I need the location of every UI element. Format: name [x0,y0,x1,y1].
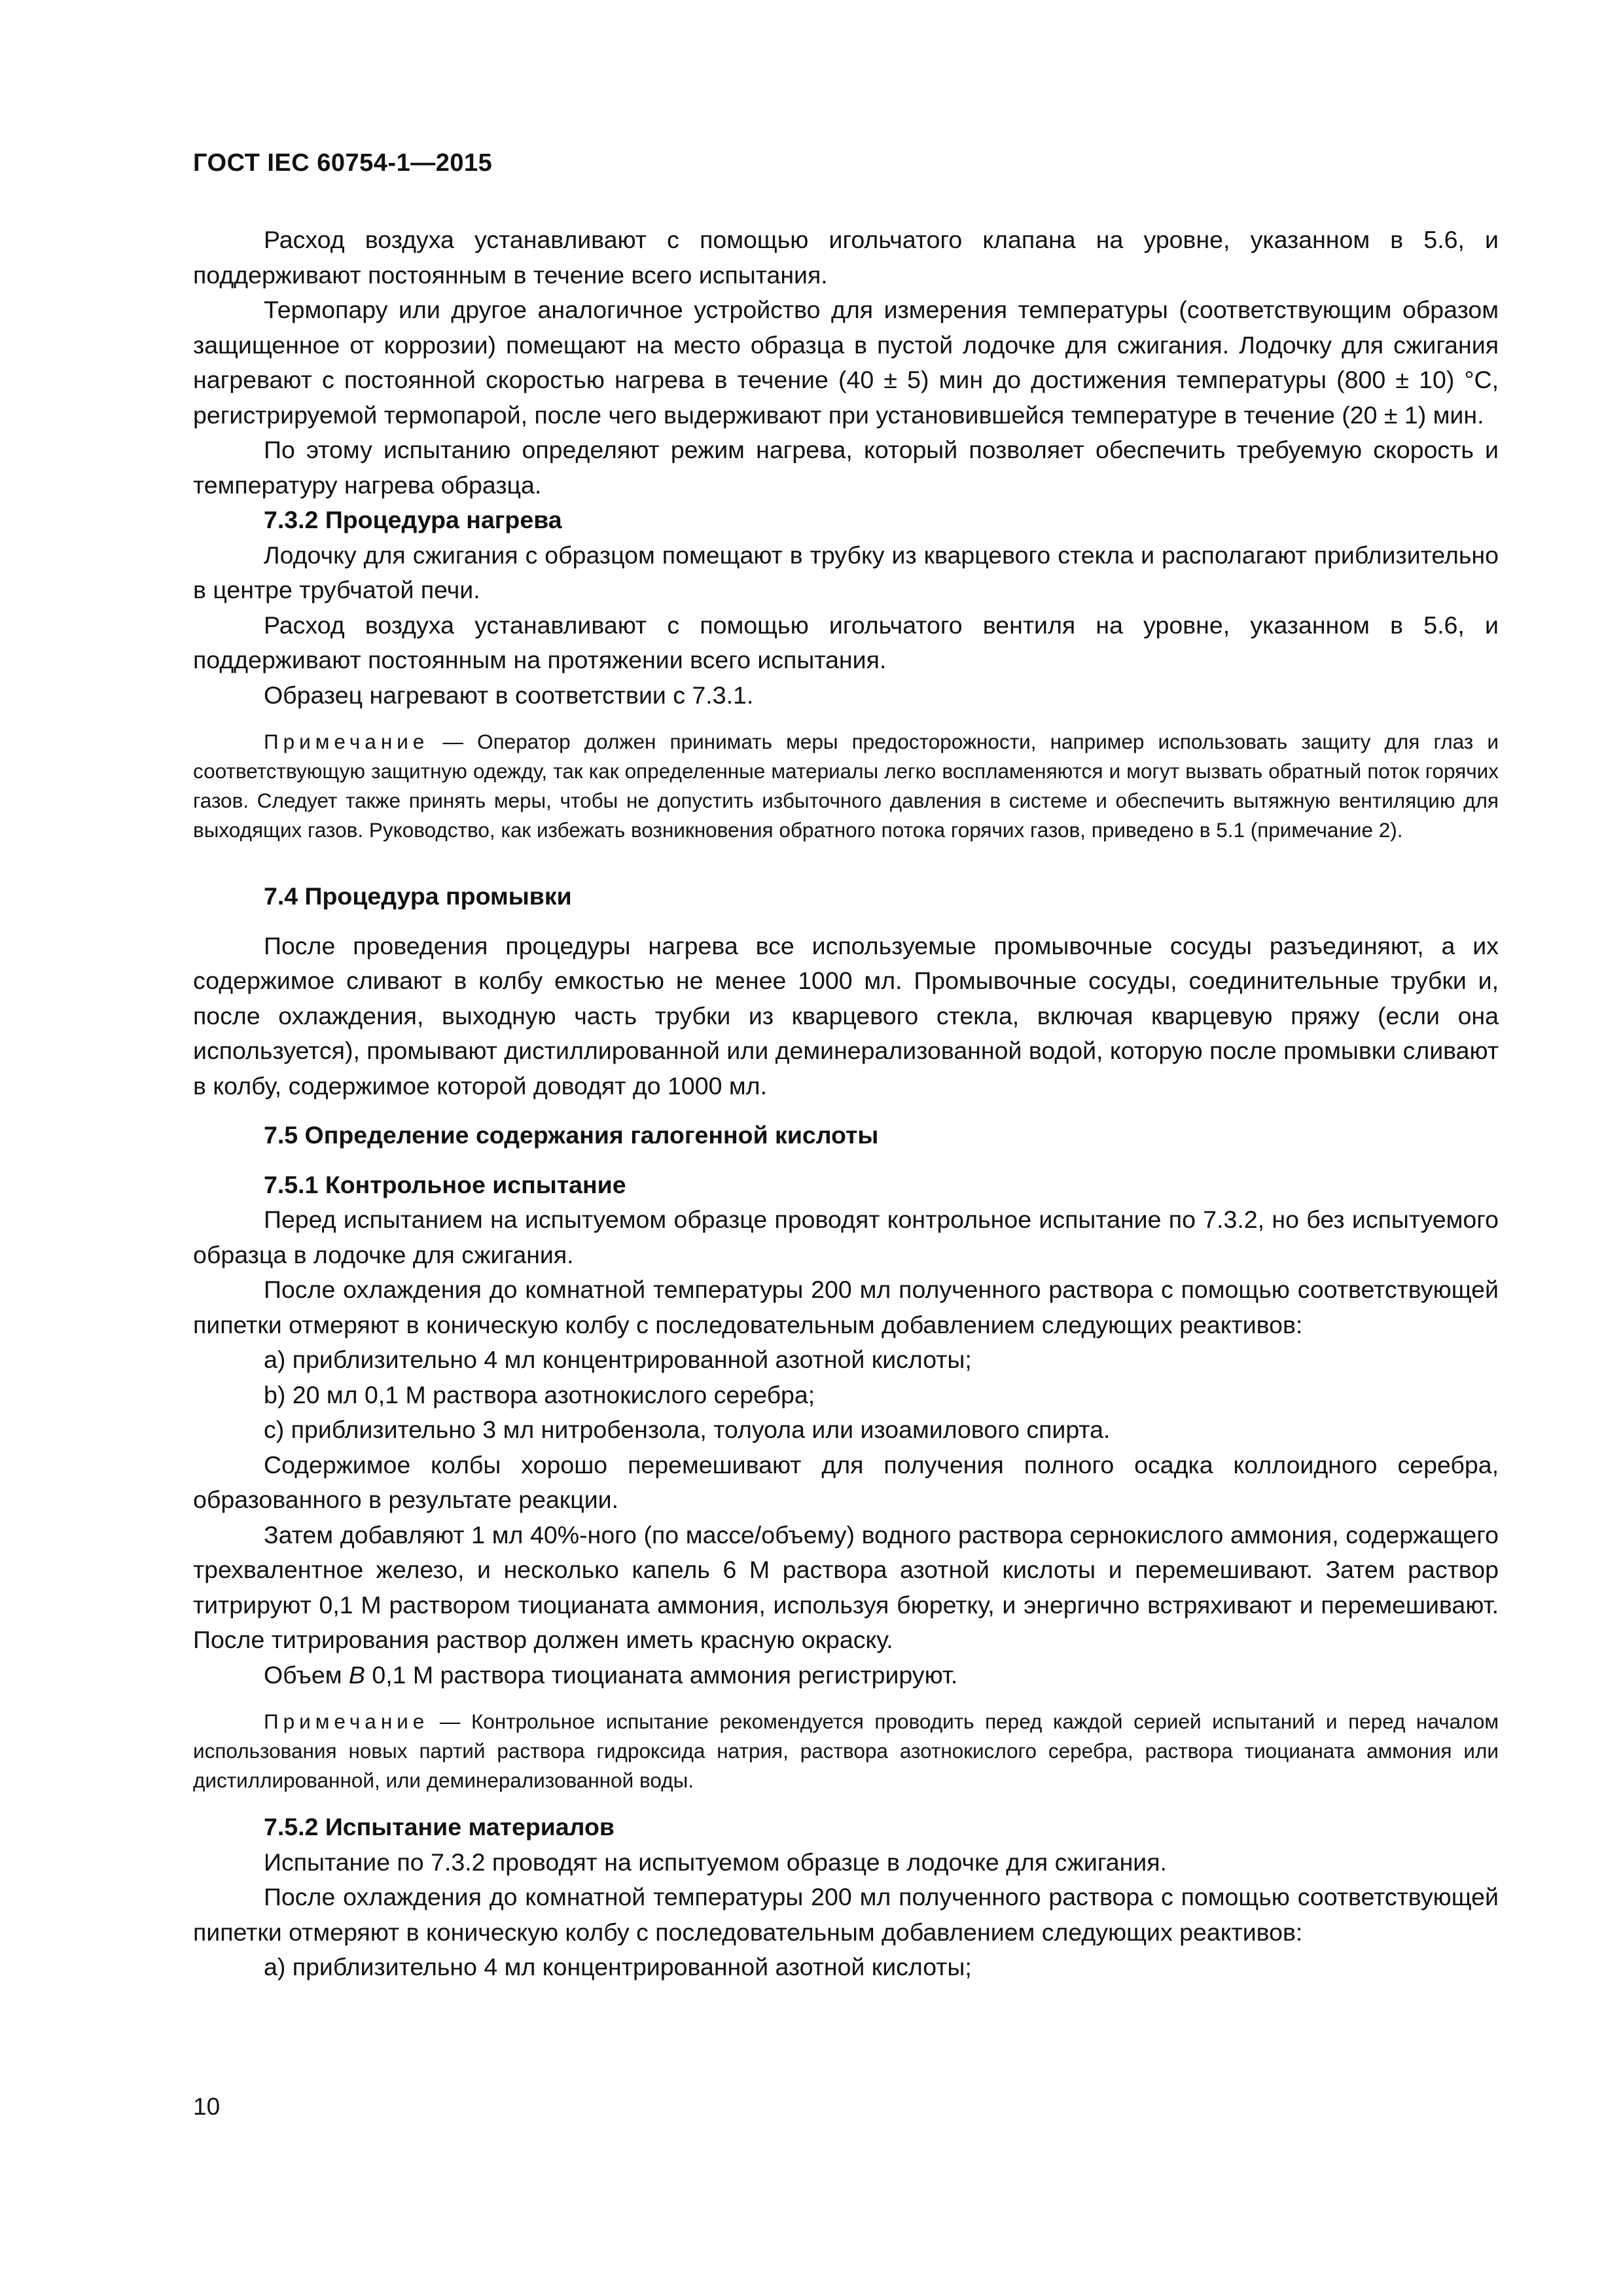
list-item: c) приблизительно 3 мл нитробензола, толуола или изоамилового спирта. [264,1416,1111,1443]
paragraph: Объем B 0,1 М раствора тиоцианата аммония регистрируют. [264,1660,958,1689]
list-item: b) 20 мл 0,1 М раствора азотнокислого серебра; [264,1380,815,1408]
paragraph: По этому испытанию определяют режим нагрева, который позволяет обеспечить требуемую скорость и температуру нагрева образца. [193,436,1499,499]
paragraph: После охлаждения до комнатной температуры 200 мл полученного раствора с помощью соответствующей пипетки отмеряют в коническую колбу с последовательным добавлением следующих реактивов: [193,1883,1499,1946]
standard-designation: ГОСТ IEC 60754-1—2015 [193,149,493,177]
paragraph: После охлаждения до комнатной температуры 200 мл полученного раствора с помощью соответствующей пипетки отмеряют в коническую колбу с последовательным добавлением следующих реактивов: [193,1276,1499,1338]
paragraph: Содержимое колбы хорошо перемешивают для получения полного осадка коллоидного серебра, образованного в результате реакции. [193,1450,1499,1513]
note-label: Примечание [264,730,429,753]
paragraph: Затем добавляют 1 мл 40%-ного (по массе/объему) водного раствора сернокислого аммония, содержащего трехвалентное железо, и несколько капель 6 М раствора азотной кислоты и перемешивают. Затем раствор титрируют 0,1 М раствором тиоцианата аммония, используя бюретку, и энергично встряхивают и перемешивают. После титрирования раствор должен иметь красную окраску. [193,1520,1499,1653]
paragraph: Перед испытанием на испытуемом образце проводят контрольное испытание по 7.3.2, но без испытуемого образца в лодочке для сжигания. [193,1206,1499,1268]
list-item: a) приблизительно 4 мл концентрированной азотной кислоты; [264,1346,972,1373]
section-heading-7-4: 7.4 Процедура промывки [264,882,572,910]
note-block [193,727,1499,845]
paragraph: Расход воздуха устанавливают с помощью игольчатого вентиля на уровне, указанном в 5.6, и поддерживают постоянным на протяжении всего испытания. [193,611,1499,673]
paragraph: Испытание по 7.3.2 проводят на испытуемом образце в лодочке для сжигания. [264,1848,1167,1876]
page-body [193,223,1499,1985]
paragraph: Лодочку для сжигания с образцом помещают в трубку из кварцевого стекла и располагают приблизительно в центре трубчатой печи. [193,541,1499,603]
note-block [193,1707,1499,1795]
list-item: a) приблизительно 4 мл концентрированной азотной кислоты; [264,1953,972,1981]
paragraph: Образец нагревают в соответствии с 7.3.1. [264,681,754,709]
variable-b: B [348,1660,365,1689]
paragraph: Расход воздуха устанавливают с помощью игольчатого клапана на уровне, указанном в 5.6, и поддерживают постоянным в течение всего испытания. [193,226,1499,289]
paragraph: После проведения процедуры нагрева все используемые промывочные сосуды разъединяют, а их содержимое сливают в колбу емкостью не менее 1000 мл. Промывочные сосуды, соединительные трубки и, после охлаждения, выходную часть трубки из кварцевого стекла, включая кварцевую пряжу (если она используется), промывают дистиллированной или деминерализованной водой, которую после промывки сливают в колбу, содержимое которой доводят до 1000 мл. [193,931,1499,1100]
section-heading-7-3-2: 7.3.2 Процедура нагрева [264,506,562,533]
section-heading-7-5-2: 7.5.2 Испытание материалов [264,1813,615,1840]
note-text: — Контрольное испытание рекомендуется проводить перед каждой серией испытаний и перед началом использования новых партий раствора гидроксида натрия, раствора азотнокислого серебра, раствора тиоцианата аммония или дистиллированной, или деминерализованной воды. [193,1710,1499,1792]
note-text: — Оператор должен принимать меры предосторожности, например использовать защиту для глаз и соответствующую защитную одежду, так как определенные материалы легко воспламеняются и могут вызвать обратный поток горячих газов. Следует также принять меры, чтобы не допустить избыточного давления в системе и обеспечить вытяжную вентиляцию для выходящих газов. Руководство, как избежать возникновения обратного потока горячих газов, приведено в 5.1 (примечание 2). [193,730,1499,842]
paragraph: Термопару или другое аналогичное устройство для измерения температуры (соответствующим образом защищенное от коррозии) помещают на место образца в пустой лодочке для сжигания. Лодочку для сжигания нагревают с постоянной скоростью нагрева в течение (40 ± 5) мин до достижения температуры (800 ± 10) °С, регистрируемой термопарой, после чего выдерживают при установившейся температуре в течение (20 ± 1) мин. [193,296,1499,429]
note-label: Примечание [264,1710,429,1733]
page-number: 10 [193,2093,221,2120]
section-heading-7-5-1: 7.5.1 Контрольное испытание [264,1170,626,1198]
section-heading-7-5: 7.5 Определение содержания галогенной кислоты [264,1121,879,1149]
